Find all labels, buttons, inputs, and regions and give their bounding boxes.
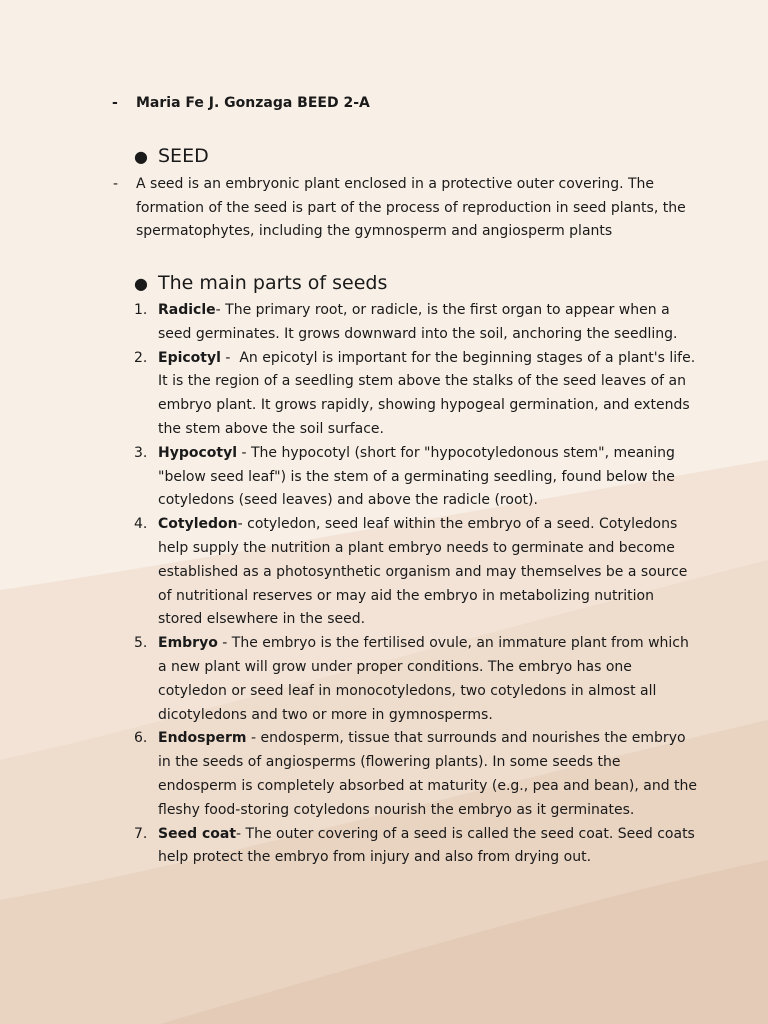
heading-main-parts bbox=[134, 270, 387, 297]
description-hypocotyl: - The hypocotyl (short for "hypocotyledonous stem", meaning "below seed leaf") is the stem of a germinating seedling, found below the cotyledons (seed leaves) and above the radicle (root). bbox=[158, 444, 675, 509]
list-item-seed-coat bbox=[0, 823, 698, 871]
author-name: Maria Fe J. Gonzaga BEED 2-A bbox=[136, 95, 370, 111]
list-item-radicle bbox=[0, 299, 698, 347]
list-number: 4. bbox=[134, 516, 148, 533]
heading-seed bbox=[134, 143, 209, 170]
heading-seed-text: SEED bbox=[158, 145, 209, 167]
description-cotyledon: - cotyledon, seed leaf within the embryo of a seed. Cotyledons help supply the nutrition a plant embryo needs to germinate and become established as a photosynthetic organism and may themselves be a source of nutritional reserves or may aid the embryo in metabolizing nutrition stored elsewhere in the seed. bbox=[158, 516, 688, 628]
author-dash: - bbox=[112, 95, 118, 111]
list-number: 7. bbox=[134, 825, 148, 842]
term-embryo: Embryo bbox=[158, 635, 218, 652]
description-epicotyl: - An epicotyl is important for the beginning stages of a plant's life. It is the region of a seedling stem above the stalks of the seed leaves of an embryo plant. It grows rapidly, showing hypogeal germination, and extends the stem above the soil surface. bbox=[158, 349, 700, 437]
seed-definition-paragraph: A seed is an embryonic plant enclosed in a protective outer covering. The formation of the seed is part of the process of reproduction in seed plants, the spermatophytes, including the gymnosperm and angiosperm plants bbox=[136, 176, 686, 239]
description-seed-coat: - The outer covering of a seed is called the seed coat. Seed coats help protect the embryo from injury and also from drying out. bbox=[158, 825, 695, 866]
term-epicotyl: Epicotyl bbox=[158, 349, 221, 366]
bullet-icon: ● bbox=[134, 147, 148, 166]
description-endosperm: - endosperm, tissue that surrounds and nourishes the embryo in the seeds of angiosperms (flowering plants). In some seeds the endosperm is completely absorbed at maturity (e.g., pea and bean), and the fleshy food-storing cotyledons nourish the embryo as it germinates. bbox=[158, 730, 698, 818]
seed-parts-list bbox=[0, 299, 698, 870]
list-item-epicotyl bbox=[0, 347, 698, 442]
term-hypocotyl: Hypocotyl bbox=[158, 444, 238, 461]
list-item-cotyledon bbox=[0, 513, 698, 632]
intro-dash: - bbox=[113, 176, 119, 192]
list-number: 6. bbox=[134, 730, 148, 747]
term-cotyledon: Cotyledon bbox=[158, 516, 238, 533]
list-item-hypocotyl bbox=[0, 442, 698, 513]
description-embryo: - The embryo is the fertilised ovule, an immature plant from which a new plant will grow under proper conditions. The embryo has one cotyledon or seed leaf in monocotyledons, two cotyledons in almost all dicotyledons and two or more in gymnosperms. bbox=[158, 635, 689, 723]
bullet-icon: ● bbox=[134, 274, 148, 293]
author-line bbox=[112, 93, 370, 113]
list-number: 1. bbox=[134, 302, 148, 318]
term-radicle: Radicle bbox=[158, 302, 216, 318]
list-number: 2. bbox=[134, 349, 148, 366]
term-endosperm: Endosperm bbox=[158, 730, 247, 747]
list-item-embryo bbox=[0, 632, 698, 727]
term-seed-coat: Seed coat bbox=[158, 825, 237, 842]
list-number: 3. bbox=[134, 444, 148, 461]
heading-main-parts-text: The main parts of seeds bbox=[158, 272, 388, 294]
list-item-endosperm bbox=[0, 727, 698, 822]
description-radicle: - The primary root, or radicle, is the first organ to appear when a seed germinates. It grows downward into the soil, anchoring the seedling. bbox=[158, 302, 678, 342]
list-number: 5. bbox=[134, 635, 148, 652]
